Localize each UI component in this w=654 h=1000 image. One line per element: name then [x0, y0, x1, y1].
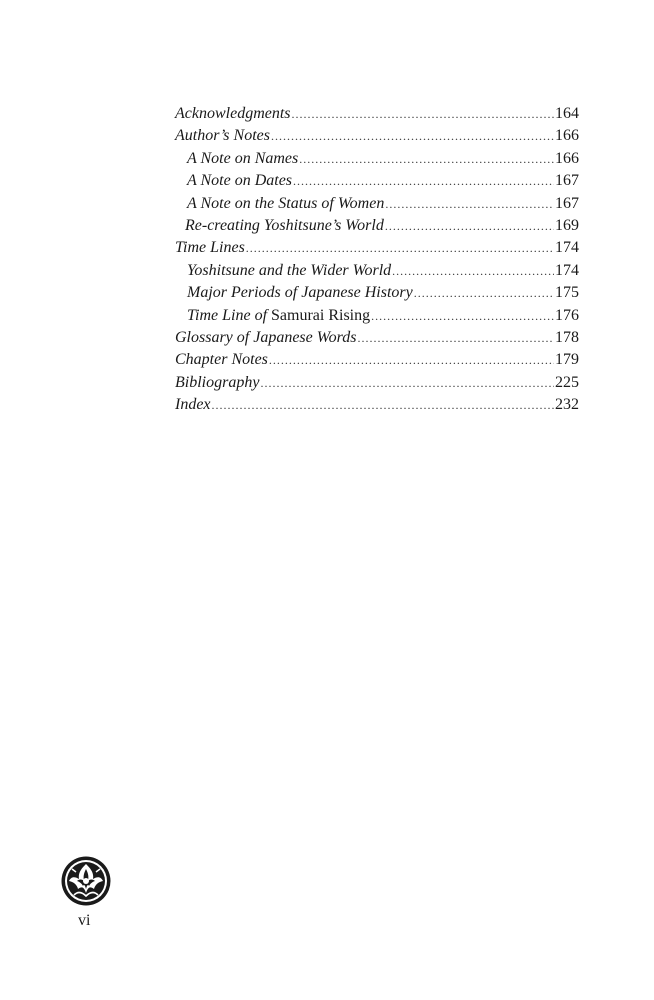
- toc-entry-time-lines[interactable]: [175, 237, 579, 259]
- dot-leader: [260, 372, 554, 394]
- dot-leader: [212, 394, 554, 416]
- toc-page-number: 167: [555, 194, 579, 212]
- toc-entry-authors-notes[interactable]: [175, 125, 579, 147]
- toc-page-number: 178: [555, 328, 579, 346]
- toc-entry-bibliography[interactable]: [175, 372, 579, 394]
- toc-entry-title: Index: [175, 396, 211, 414]
- toc-entry-title: [187, 305, 370, 327]
- dot-leader: [414, 282, 554, 304]
- toc-entry-glossary[interactable]: [175, 327, 579, 349]
- toc-entry-chapter-notes[interactable]: [175, 349, 579, 371]
- toc-entry-title: Glossary of Japanese Words: [175, 328, 357, 346]
- toc-page-number: 167: [555, 172, 579, 190]
- toc-page-number: 232: [555, 396, 579, 414]
- dot-leader: [293, 170, 554, 192]
- dot-leader: [269, 349, 554, 371]
- toc-page-number: 176: [555, 306, 579, 324]
- toc-page-number: 225: [555, 373, 579, 391]
- toc-entry-title: A Note on Dates: [187, 172, 293, 190]
- toc-entry-time-line-samurai-rising[interactable]: [175, 305, 579, 327]
- toc-page-number: 169: [555, 216, 579, 234]
- toc-entry-major-periods[interactable]: [175, 282, 579, 304]
- toc-entry-title: Re-creating Yoshitsune’s World: [185, 216, 384, 234]
- toc-page-number: 179: [555, 351, 579, 369]
- toc-entry-title-italic: Time Line of: [187, 306, 268, 324]
- dot-leader: [299, 148, 554, 170]
- dot-leader: [385, 193, 554, 215]
- toc-entry-note-on-names[interactable]: [175, 148, 579, 170]
- dot-leader: [392, 260, 554, 282]
- toc-page-number: 166: [555, 149, 579, 167]
- dot-leader: [246, 237, 554, 259]
- toc-entry-acknowledgments[interactable]: [175, 103, 579, 125]
- dot-leader: [371, 305, 554, 327]
- toc-entry-recreating-world[interactable]: [175, 215, 579, 237]
- toc-entry-status-of-women[interactable]: [175, 193, 579, 215]
- toc-page-number: 174: [555, 261, 579, 279]
- table-of-contents: [175, 103, 579, 416]
- dot-leader: [357, 327, 554, 349]
- toc-entry-wider-world[interactable]: [175, 260, 579, 282]
- toc-entry-title: Yoshitsune and the Wider World: [187, 261, 392, 279]
- page-number: vi: [78, 912, 91, 929]
- toc-entry-note-on-dates[interactable]: [175, 170, 579, 192]
- dot-leader: [385, 215, 554, 237]
- toc-entry-title: Bibliography: [175, 373, 260, 391]
- toc-page-number: 174: [555, 239, 579, 257]
- toc-entry-index[interactable]: [175, 394, 579, 416]
- toc-entry-title: A Note on the Status of Women: [187, 194, 385, 212]
- toc-page-number: 166: [555, 127, 579, 145]
- toc-page-number: 175: [555, 284, 579, 302]
- toc-entry-title: Author’s Notes: [175, 127, 270, 145]
- toc-entry-title: Time Lines: [175, 239, 245, 257]
- toc-page-number: 164: [555, 105, 579, 122]
- dot-leader: [292, 103, 554, 125]
- crest-icon: [60, 855, 112, 907]
- toc-entry-title: Major Periods of Japanese History: [187, 284, 413, 302]
- toc-entry-title: Acknowledgments: [175, 105, 291, 122]
- toc-entry-title: Chapter Notes: [175, 351, 268, 369]
- dot-leader: [271, 125, 554, 147]
- toc-entry-title: A Note on Names: [187, 149, 299, 167]
- toc-entry-title-book: Samurai Rising: [271, 306, 371, 324]
